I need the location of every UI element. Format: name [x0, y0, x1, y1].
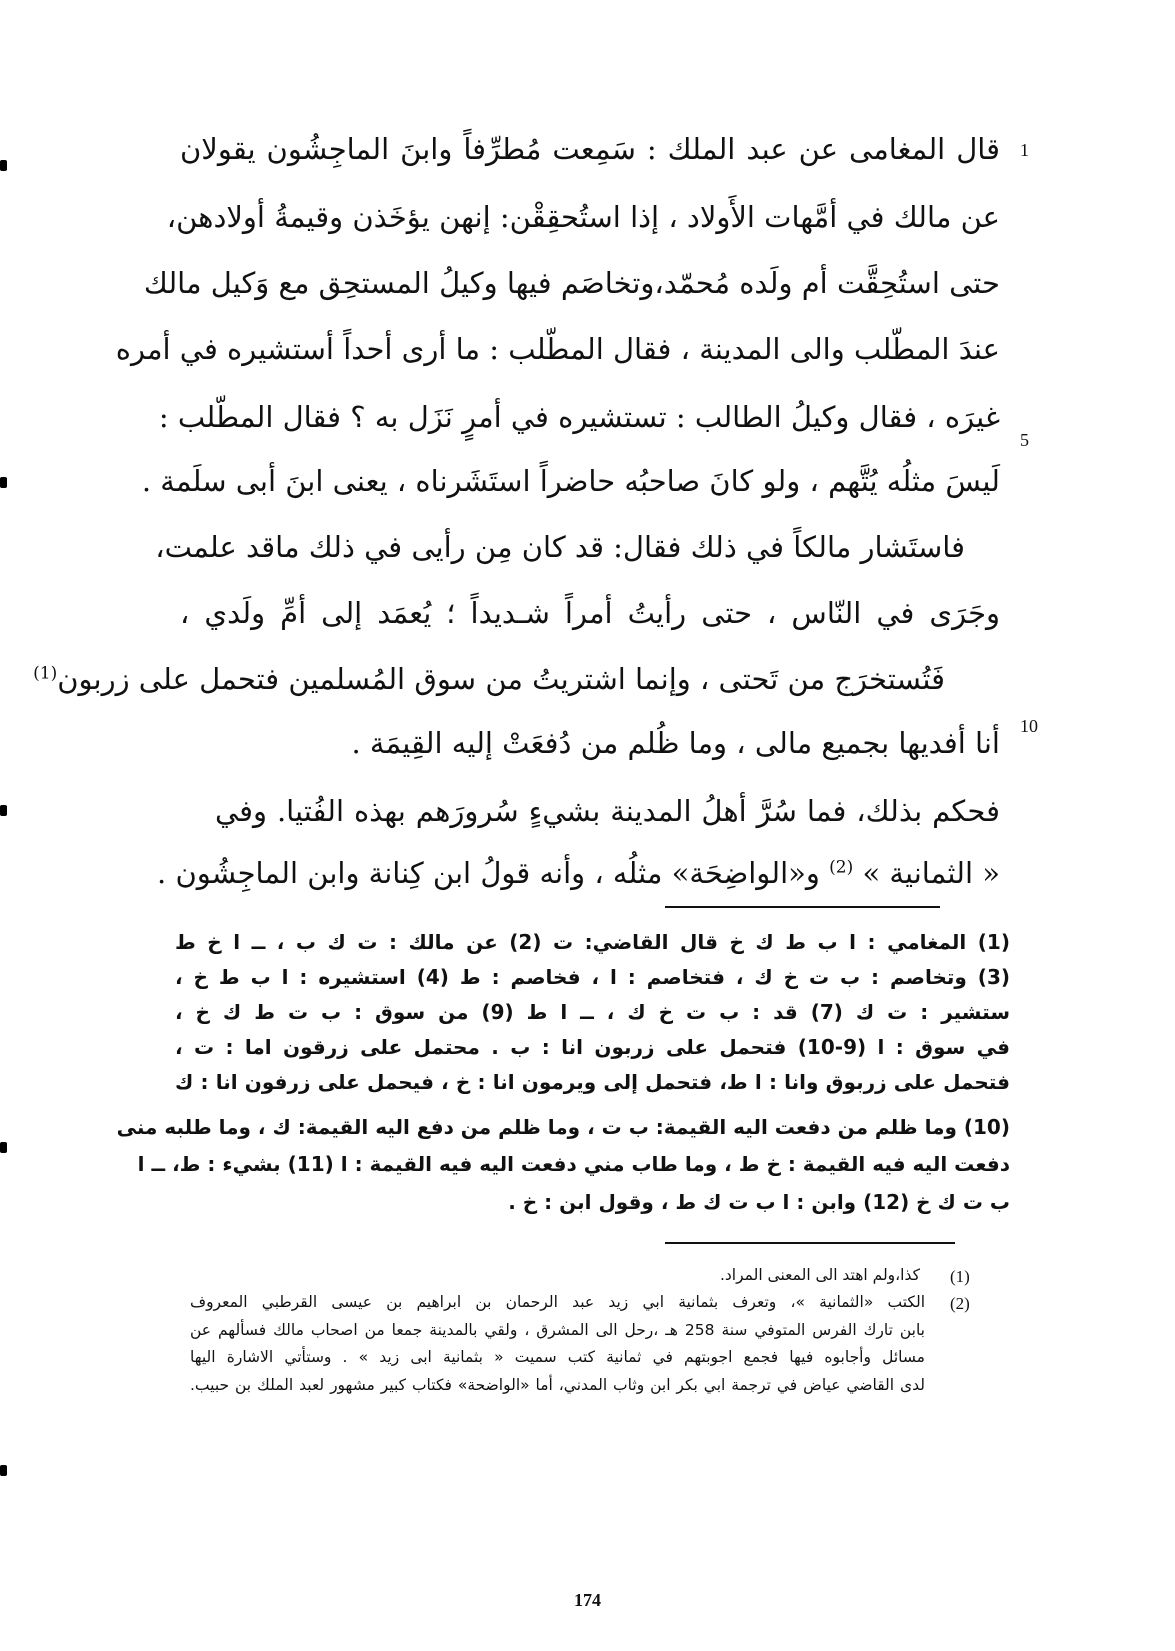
main-text-line [157, 856, 1000, 890]
scan-edge-mark [0, 1465, 7, 1476]
variant-line: (3) وتخاصم : ب ت خ ك ، فتخاصم : ا ، فخاصم : ط (4) استشيره : ا ب ط خ ، [175, 965, 1011, 989]
variants-separator [665, 906, 940, 908]
footnote-line: مسائل وأجابوه فيها فجمع اجوبتهم في ثمانية كتب سميت « بثمانية ابى زيد » . وستأتي الاشارة اليها [190, 1348, 925, 1366]
main-text-line: فحكم بذلك، فما سُرَّ أهلُ المدينة بشيءٍ سُرورَهم بهذه الفُتيا. وفي [215, 794, 1000, 828]
main-text-line: عندَ المطّلب والى المدينة ، فقال المطّلب : ما أرى أحداً أستشيره في أمره [115, 332, 1000, 366]
variant-line: (1) المغامي : ا ب ط ك خ قال القاضي: ت (2) عن مالك : ت ك ب ، ــ ا خ ط [175, 930, 1010, 954]
scan-edge-mark [0, 805, 7, 816]
main-text-line: أنا أفديها بجميع مالى ، وما ظُلم من دُفعَتْ إليه القِيمَة . [351, 726, 1000, 760]
footnote-line: لدى القاضي عياض في ترجمة ابي بكر ابن وثاب المدني، أما «الواضحة» فكتاب كبير مشهور لعبد الملك بن حبيب. [190, 1376, 925, 1394]
footnote-ref: (2) [829, 857, 854, 878]
variant-line: ب ت ك خ (12) وابن : ا ب ت ك ط ، وقول ابن : خ . [508, 1190, 1010, 1214]
footnotes-separator [665, 1242, 955, 1244]
footnote-line: الكتب «الثمانية »، وتعرف بثمانية ابي زيد عبد الرحمان بن ابراهيم بن عيسى القرطبي المعروف [190, 1293, 925, 1311]
main-text-segment: فَتُستخرَج من تَحتى ، وإنما اشتريتُ من سوق المُسلمين فتحمل على زربون [57, 662, 945, 696]
scan-edge-mark [0, 1142, 7, 1153]
variant-line: (10) وما ظلم من دفعت اليه القيمة: ب ت ، وما ظلم من دفع اليه القيمة: ك ، وما طلبه منى [116, 1115, 1010, 1139]
scan-edge-mark [0, 477, 7, 488]
footnote-ref: (1) [33, 663, 58, 684]
variant-line: دفعت اليه فيه القيمة : خ ط ، وما طاب مني دفعت اليه فيه القيمة : ا (11) بشيء : ط، ــ ا [137, 1152, 1010, 1176]
main-text-line: عن مالك في أمَّهات الأَولاد ، إذا استُحقِقْن: إنهن يؤخَذن وقيمةُ أولادهن، [166, 200, 1000, 234]
main-text-line: قال المغامى عن عبد الملك : سَمِعت مُطرِّفاً وابنَ الماجِشُون يقولان [180, 132, 1000, 166]
main-text-segment: و«الواضِحَة» مثلُه ، وأنه قولُ ابن كِنانة وابن الماجِشُون . [157, 856, 820, 890]
variant-line: ستشير : ت ك (7) قد : ب ت خ ك ، ــ ا ط (9) من سوق : ب ت ط ك خ ، [175, 1000, 1010, 1024]
line-number: 5 [1020, 430, 1029, 450]
main-text-line: غيرَه ، فقال وكيلُ الطالب : تستشيره في أمرٍ نَزَل به ؟ فقال المطّلب : [158, 400, 1000, 434]
footnote-number: (2) [950, 1294, 970, 1313]
line-number: 1 [1020, 140, 1029, 160]
main-text-line: وجَرَى في النّاس ، حتى رأيتُ أمراً شـديداً ؛ يُعمَد إلى أمِّ ولَدي ، [180, 596, 1000, 630]
footnote-line: بابن تارك الفرس المتوفي سنة 258 هـ ،رحل الى المشرق ، ولقي بالمدينة جمعا من اصحاب مالك فسألهم عن [190, 1321, 925, 1339]
footnote-line: كذا،ولم اهتد الى المعنى المراد. [719, 1266, 920, 1284]
page-number: 174 [574, 1590, 601, 1610]
variant-line: في سوق : ا (9-10) فتحمل على زربون انا : ب . محتمل على زرقون اما : ت ، [175, 1035, 1010, 1059]
main-text-line [33, 662, 945, 696]
main-text-line: حتى استُحِقَّت أم ولَده مُحمّد،وتخاصَم فيها وكيلُ المستحِق مع وَكيل مالك [143, 266, 1000, 300]
footnote-number: (1) [950, 1267, 970, 1286]
line-number: 10 [1020, 716, 1038, 736]
scan-edge-mark [0, 160, 7, 171]
variant-line: فتحمل على زربوق وانا : ا ط، فتحمل إلى ويرمون انا : خ ، فيحمل على زرفون انا : ك [175, 1070, 1010, 1094]
main-text-line: فاستَشار مالكاً في ذلك فقال: قد كان مِن رأيى في ذلك ماقد علمت، [155, 530, 965, 564]
main-text-line: لَيسَ مثلُه يُتَّهم ، ولو كانَ صاحبُه حاضراً استَشَرناه ، يعنى ابنَ أبى سلَمة . [141, 464, 1000, 498]
main-text-segment: « الثمانية » [862, 856, 1000, 890]
